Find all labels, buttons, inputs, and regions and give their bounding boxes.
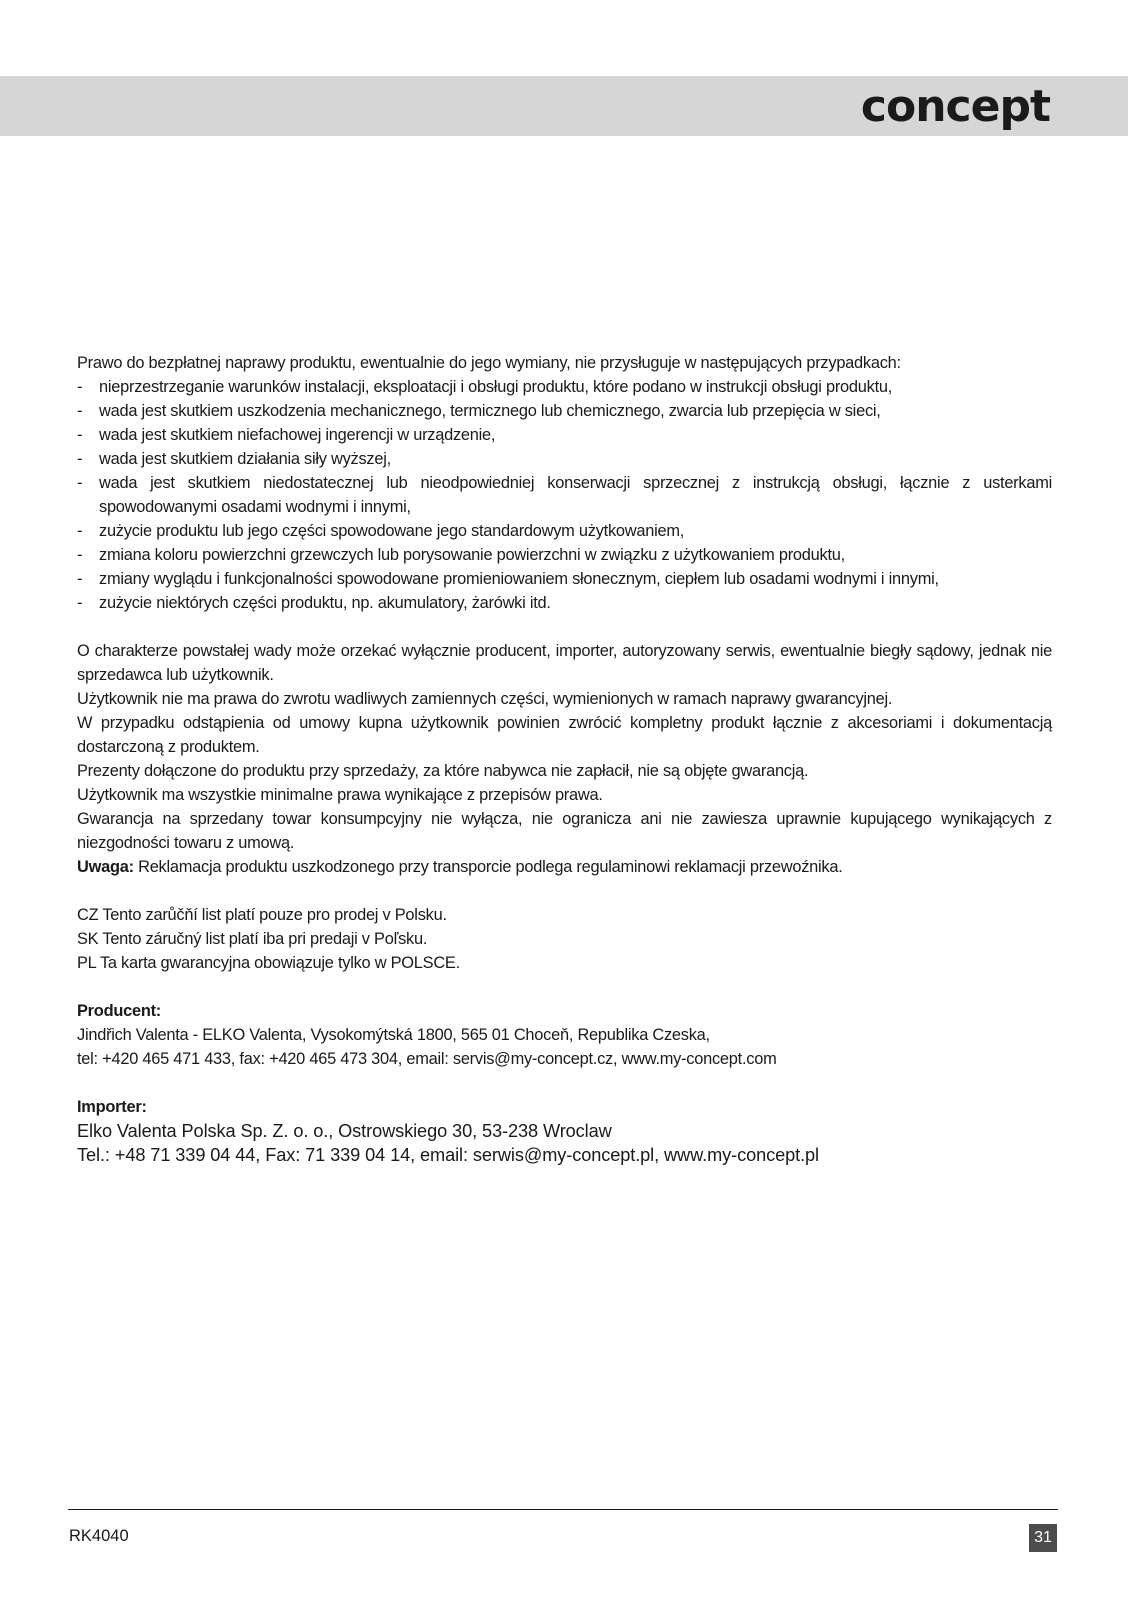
- importer-details: [77, 1119, 1052, 1167]
- spacer: [77, 615, 1052, 639]
- list-item: - wada jest skutkiem niefachowej ingerencji w urządzenie,: [77, 423, 1052, 447]
- list-marker: -: [77, 450, 83, 468]
- list-item: - zużycie produktu lub jego części spowodowane jego standardowym użytkowaniem,: [77, 519, 1052, 543]
- list-item: - wada jest skutkiem działania siły wyższej,: [77, 447, 1052, 471]
- spacer: [77, 879, 1052, 903]
- document-body: [77, 351, 1052, 1167]
- paragraph: Prezenty dołączone do produktu przy sprzedaży, za które nabywca nie zapłacił, nie są objęte gwarancją.: [77, 762, 809, 780]
- importer-address: Elko Valenta Polska Sp. Z. o. o., Ostrowskiego 30, 53-238 Wroclaw: [77, 1121, 612, 1141]
- list-item: - wada jest skutkiem uszkodzenia mechanicznego, termicznego lub chemicznego, zwarcia lub przepięcia w sieci,: [77, 399, 1052, 423]
- spacer: [77, 975, 1052, 999]
- paragraph: W przypadku odstąpienia od umowy kupna użytkownik powinien zwrócić kompletny produkt łącznie z akcesoriami i dokumentacją dostarczoną z produktem.: [77, 714, 1052, 756]
- paragraph: O charakterze powstałej wady może orzekać wyłącznie producent, importer, autoryzowany serwis, ewentualnie biegły sądowy, jednak nie sprzedawca lub użytkownik.: [77, 642, 1052, 684]
- paragraph: Użytkownik nie ma prawa do zwrotu wadliwych zamiennych części, wymienionych w ramach naprawy gwarancyjnej.: [77, 690, 893, 708]
- paragraph: Gwarancja na sprzedany towar konsumpcyjny nie wyłącza, nie ogranicza ani nie zawiesza uprawnie kupującego wynikających z niezgodności towaru z umową.: [77, 810, 1052, 852]
- validity-sk: SK Tento záručný list platí iba pri predaji v Poľsku.: [77, 930, 428, 948]
- note-text: Reklamacja produktu uszkodzonego przy transporcie podlega regulaminowi reklamacji przewoźnika.: [133, 858, 843, 876]
- list-item: - zmiany wyglądu i funkcjonalności spowodowane promieniowaniem słonecznym, ciepłem lub osadami wodnymi i innymi,: [77, 567, 1052, 591]
- producer-contact: tel: +420 465 471 433, fax: +420 465 473 304, email: servis@my-concept.cz, www.my-concept.com: [77, 1050, 777, 1068]
- list-item: - wada jest skutkiem niedostatecznej lub nieodpowiedniej konserwacji sprzecznej z instrukcją obsługi, łącznie z usterkami spowodowanymi osadami wodnymi i innymi,: [77, 471, 1052, 519]
- validity-cz: CZ Tento zarůčňí list platí pouze pro prodej v Polsku.: [77, 906, 447, 924]
- list-item: - zużycie niektórych części produktu, np. akumulatory, żarówki itd.: [77, 591, 1052, 615]
- list-item: - zmiana koloru powierzchni grzewczych lub porysowanie powierzchni w związku z użytkowaniem produktu,: [77, 543, 1052, 567]
- list-marker: -: [77, 522, 83, 540]
- exclusions-list: [77, 375, 1052, 615]
- paragraph: Użytkownik ma wszystkie minimalne prawa wynikające z przepisów prawa.: [77, 786, 603, 804]
- model-number: RK4040: [69, 1527, 129, 1545]
- list-marker: -: [77, 546, 83, 564]
- list-marker: -: [77, 426, 83, 444]
- list-marker: -: [77, 378, 83, 396]
- list-marker: -: [77, 402, 83, 420]
- importer-contact: Tel.: +48 71 339 04 44, Fax: 71 339 04 14, email: serwis@my-concept.pl, www.my-concept.pl: [77, 1145, 819, 1165]
- validity-pl: PL Ta karta gwarancyjna obowiązuje tylko w POLSCE.: [77, 954, 460, 972]
- spacer: [77, 1071, 1052, 1095]
- producer-heading: Producent:: [77, 1002, 162, 1020]
- list-item: - nieprzestrzeganie warunków instalacji, eksploatacji i obsługi produktu, które podano w instrukcji obsługi produktu,: [77, 375, 1052, 399]
- list-marker: -: [77, 474, 83, 492]
- brand-logo: concept: [860, 80, 1050, 132]
- importer-heading: Importer:: [77, 1098, 147, 1116]
- producer-address: Jindřich Valenta - ELKO Valenta, Vysokomýtská 1800, 565 01 Choceň, Republika Czeska,: [77, 1026, 710, 1044]
- transport-note: [77, 855, 1052, 879]
- exclusions-intro: Prawo do bezpłatnej naprawy produktu, ewentualnie do jego wymiany, nie przysługuje w następujących przypadkach:: [77, 354, 901, 372]
- page-number-badge: 31: [1029, 1524, 1057, 1552]
- list-marker: -: [77, 594, 83, 612]
- footer-divider: [68, 1509, 1058, 1510]
- list-marker: -: [77, 570, 83, 588]
- note-label: Uwaga:: [77, 858, 134, 876]
